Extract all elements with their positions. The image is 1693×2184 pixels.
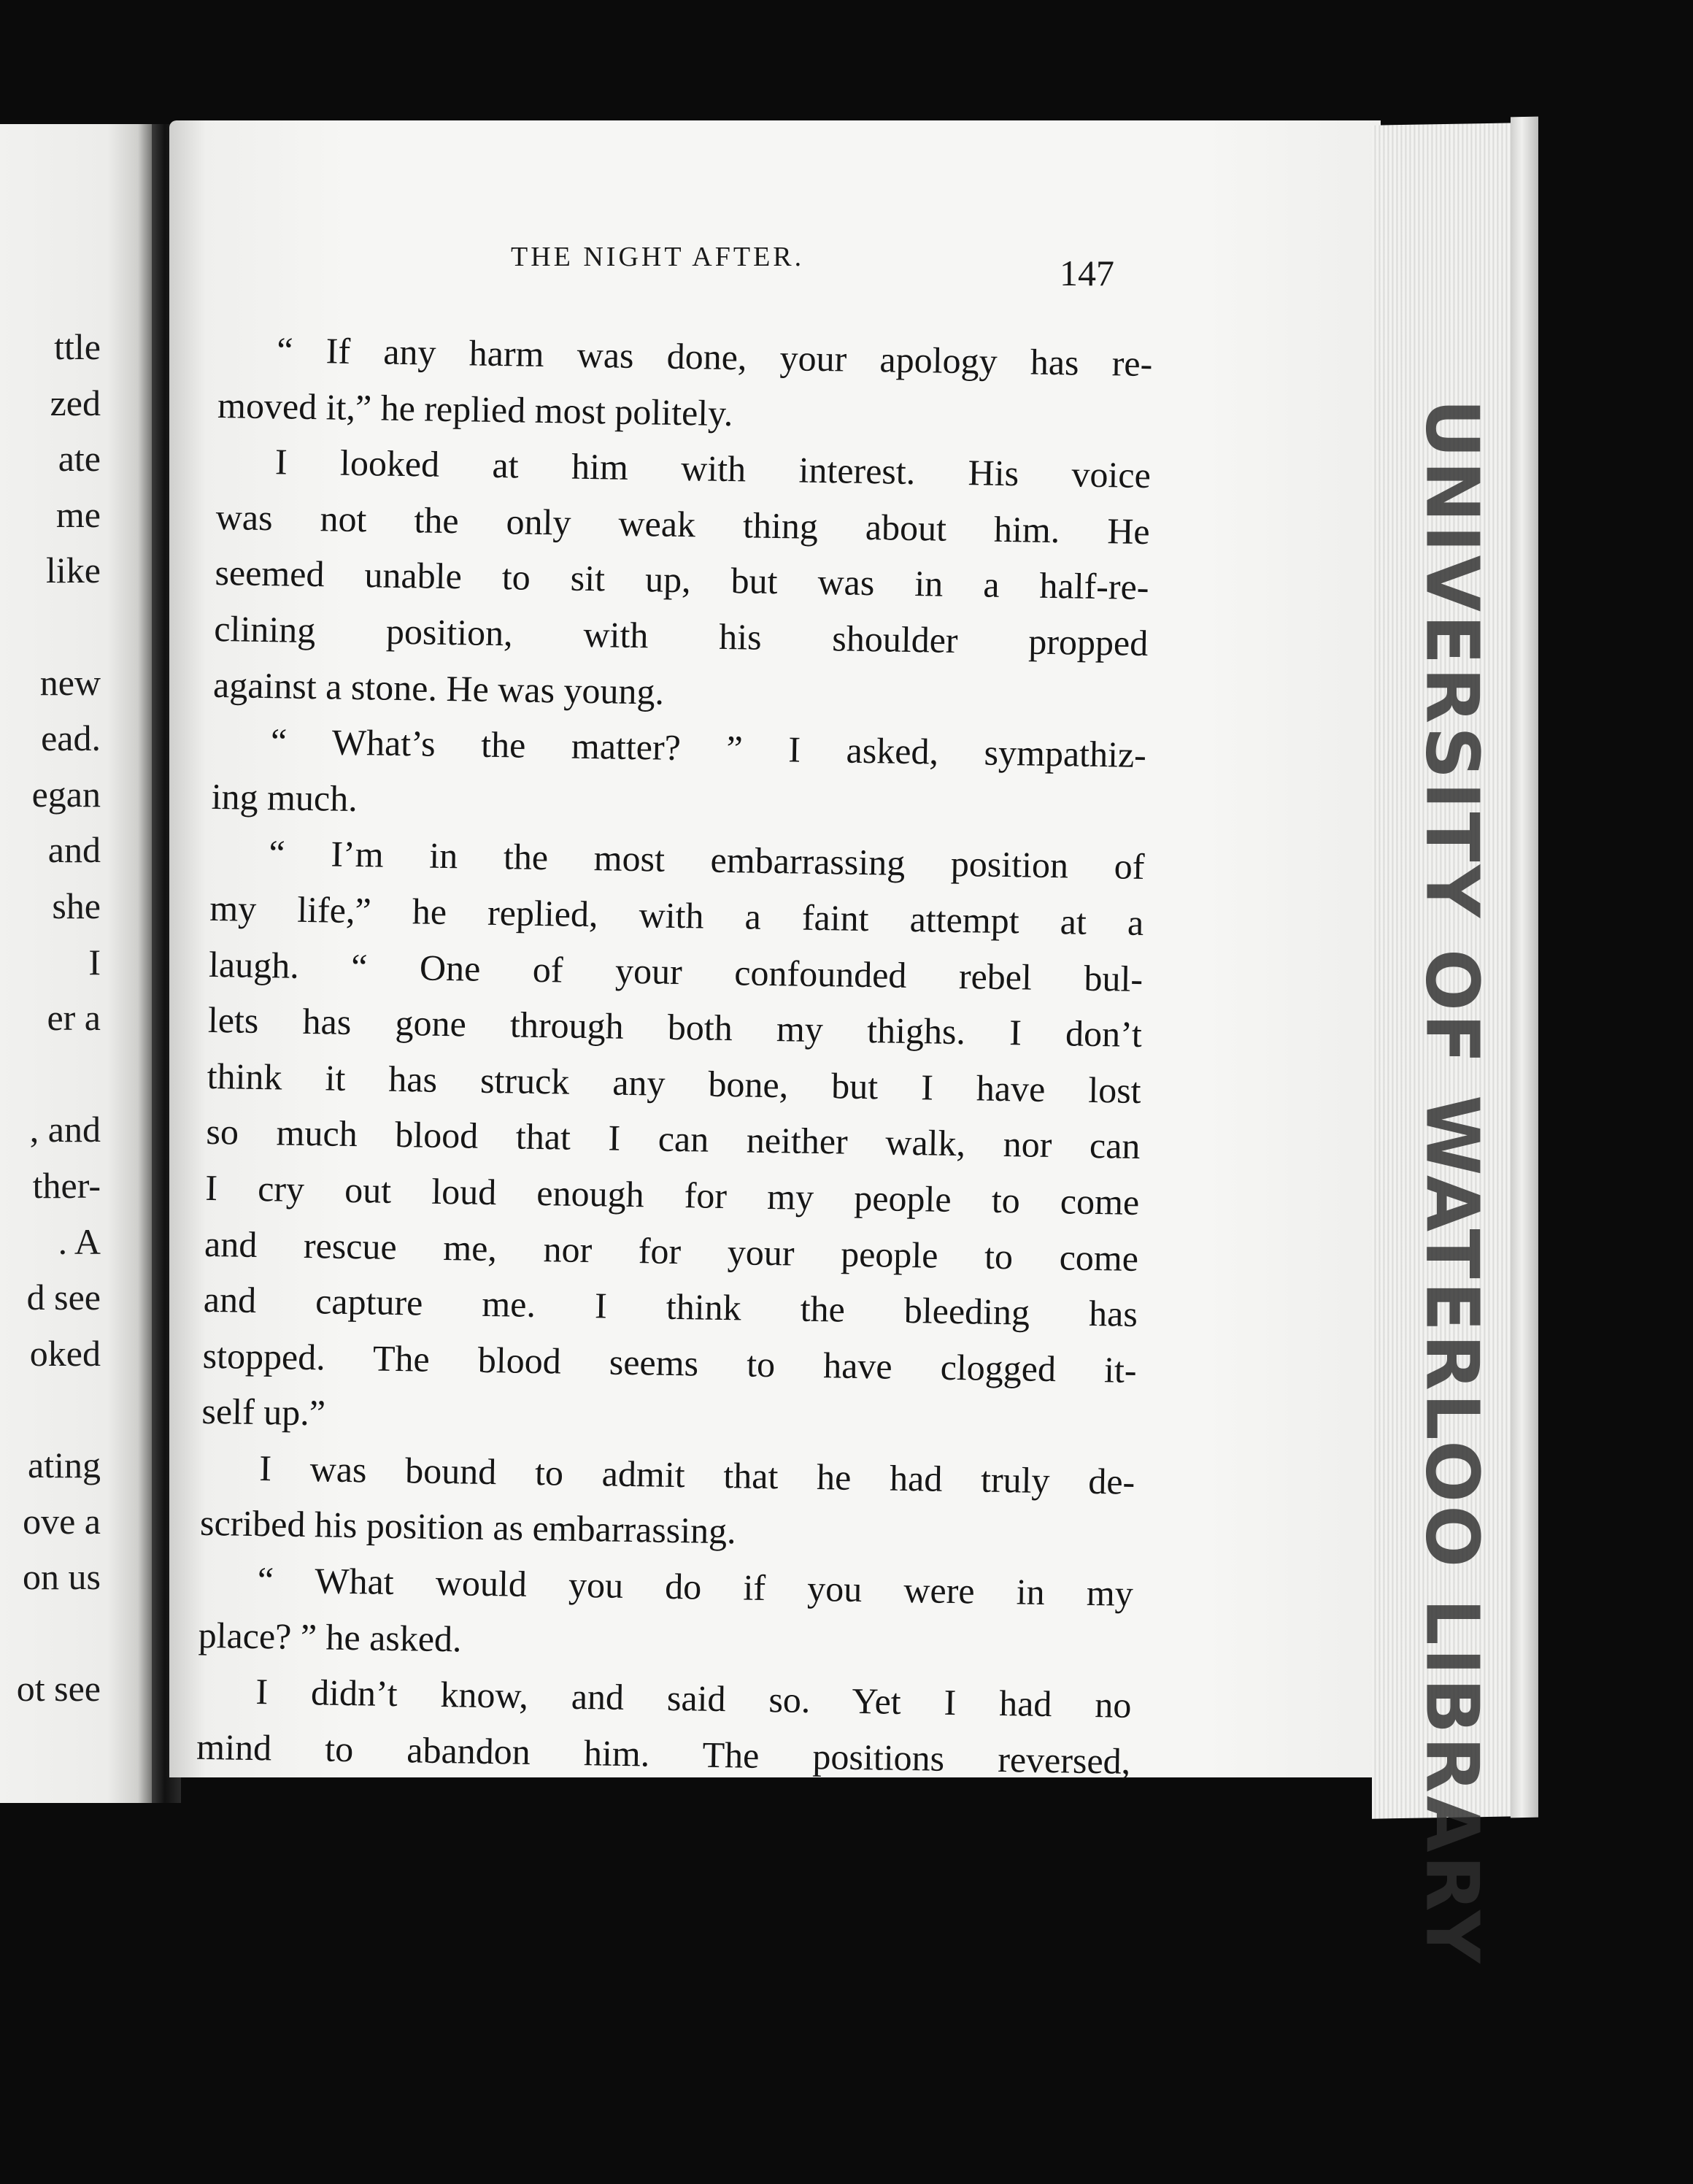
text-line: I didn’t know, and said so. Yet I had no [255,1671,1132,1726]
text-line: seemed unable to sit up, but was in a half-re- [215,552,1149,608]
left-page-fragment: I [88,941,101,983]
text-line: mind to abandon him. The positions reversed, [196,1726,1131,1782]
running-head: THE NIGHT AFTER. [511,242,805,272]
text-line: self up.” [201,1391,326,1434]
left-page-fragment: she [52,885,101,926]
body-text [196,321,1153,1789]
text-line: and rescue me, nor for your people to come [204,1223,1139,1279]
text-line: “ What would you do if you were in my [257,1559,1134,1614]
text-line: my life,” he replied, with a faint attempt at a [209,887,1144,943]
text-line: “ If any harm was done, your apology has re- [276,329,1153,385]
left-page-fragment: like [46,550,101,591]
text-line: “ I’m in the most embarrassing position of [269,832,1145,888]
cover-edge [1511,117,1538,1818]
text-line: and capture me. I think the bleeding has [203,1278,1138,1335]
text-line: I cry out loud enough for my people to come [204,1166,1140,1223]
left-page-fragment: ate [58,438,101,480]
text-line: so much blood that I can neither walk, nor can [206,1111,1141,1167]
text-line: I was bound to admit that he had truly de- [258,1447,1135,1502]
text-line: lets has gone through both my thighs. I don’t [207,999,1143,1056]
left-page-fragment: egan [31,773,101,815]
text-line: “ What’s the matter? ” I asked, sympathiz- [270,720,1147,776]
text-line: stopped. The blood seems to have clogged it- [202,1334,1138,1391]
left-page-fragment: ot see [16,1668,101,1710]
left-page-fragment: on us [23,1556,101,1598]
left-page-fragment: ttle [54,326,101,367]
left-page-fragment: and [47,829,101,871]
text-line: I looked at him with interest. His voice [274,441,1152,496]
text-line: clining position, with his shoulder propped [213,607,1149,664]
left-page-fragment: ther- [32,1165,101,1206]
left-page-fragment: zed [50,382,101,423]
left-page-fragment: d see [26,1277,101,1318]
text-line: moved it,” he replied most politely. [217,384,733,434]
previous-page [0,124,153,1803]
text-line: place? ” he asked. [198,1614,463,1660]
left-page-fragment: er a [47,997,101,1039]
text-line: laugh. “ One of your confounded rebel bul- [208,943,1144,999]
left-page-fragment: . A [58,1220,101,1262]
left-page-fragment: , and [29,1109,101,1150]
library-stamp: UNIVERSITY OF WATERLOO LIBRARY [1409,399,1495,1966]
left-page-fragment: new [39,661,101,703]
page-number: 147 [1060,253,1114,293]
left-page-fragment: ead. [41,718,101,759]
text-line: scribed his position as embarrassing. [199,1502,737,1552]
text-line: was not the only weak thing about him. He [215,496,1151,552]
text-line: ing much. [211,775,358,819]
left-page-fragment: ove a [23,1500,101,1542]
left-page-fragment: oked [29,1332,101,1374]
text-line: think it has struck any bone, but I have lost [207,1055,1142,1111]
text-line: against a stone. He was young. [212,664,665,712]
left-page-fragment: ating [28,1445,101,1485]
left-page-fragment: me [55,493,101,535]
